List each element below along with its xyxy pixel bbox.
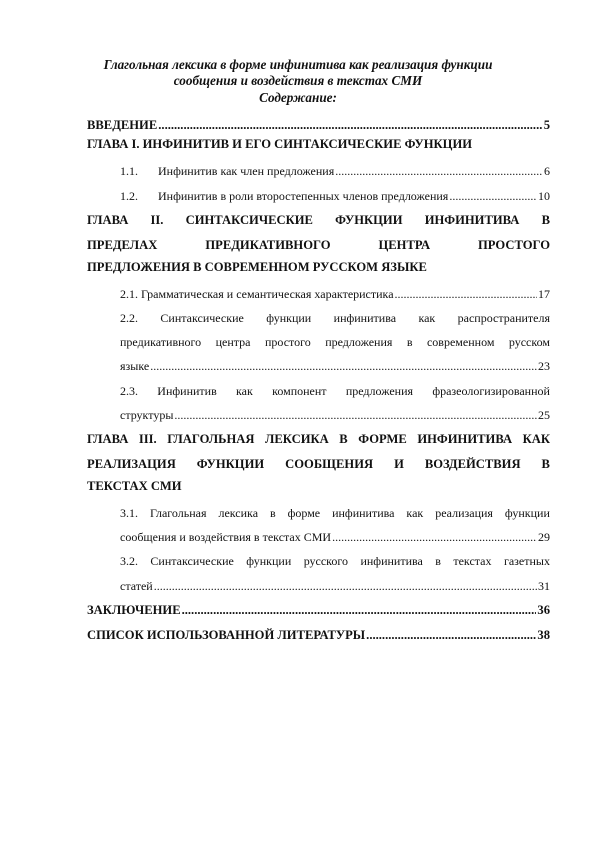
word: 3.1. xyxy=(120,506,138,520)
word: функции xyxy=(246,554,292,568)
word: форме xyxy=(287,506,321,520)
word: ПРЕДИКАТИВНОГО xyxy=(205,238,331,252)
toc-label: ЗАКЛЮЧЕНИЕ xyxy=(87,603,181,617)
toc-label: СПИСОК ИСПОЛЬЗОВАННОЙ ЛИТЕРАТУРЫ xyxy=(87,628,366,642)
word: фразеологизированной xyxy=(432,384,550,398)
contents-heading: Содержание: xyxy=(259,90,337,105)
word: функции xyxy=(266,311,312,325)
word: газетных xyxy=(503,554,550,568)
word: компонент xyxy=(272,384,327,398)
word: В xyxy=(541,457,550,471)
word: как xyxy=(236,384,253,398)
word: 3.2. xyxy=(120,554,138,568)
word: как xyxy=(418,311,436,325)
document-title xyxy=(80,57,516,89)
word: СИНТАКСИЧЕСКИЕ xyxy=(185,213,313,227)
toc-label: 2.1. Грамматическая и семантическая характеристика xyxy=(120,287,394,301)
toc-label: Инфинитив как член предложения xyxy=(158,164,335,178)
word: предложения xyxy=(345,384,414,398)
word: инфинитива xyxy=(332,506,395,520)
toc-page: 38 xyxy=(537,628,550,642)
word: ФУНКЦИИ xyxy=(335,213,403,227)
word: РЕАЛИЗАЦИЯ xyxy=(87,457,176,471)
word: ГЛАВА xyxy=(87,432,129,446)
toc-chapter-3-line-3: ТЕКСТАХ СМИ xyxy=(87,479,182,493)
word: В xyxy=(541,213,550,227)
leader-dots xyxy=(366,626,536,644)
section-number: 1.1. xyxy=(120,164,138,178)
word: ПРЕДЕЛАХ xyxy=(87,238,158,252)
word: предикативного xyxy=(120,335,202,349)
word: распространителя xyxy=(457,311,550,325)
word: III. xyxy=(138,432,157,446)
toc-entry-references xyxy=(87,624,550,644)
word: как xyxy=(406,506,424,520)
toc-page: 31 xyxy=(538,579,550,593)
toc-entry-3-1-line-1 xyxy=(120,502,550,522)
leader-dots xyxy=(332,528,537,546)
toc-entry-2-3-line-2 xyxy=(120,404,550,424)
leader-dots xyxy=(335,162,543,180)
word: предложения xyxy=(325,335,393,349)
toc-page: 23 xyxy=(538,359,550,373)
word: Синтаксические xyxy=(150,554,234,568)
word: в xyxy=(406,335,413,349)
toc-page: 25 xyxy=(538,408,550,422)
toc-chapter-2-line-2 xyxy=(87,234,550,254)
word: ИНФИНИТИВА xyxy=(417,432,513,446)
word: центра xyxy=(215,335,251,349)
word: современном xyxy=(426,335,495,349)
toc-chapter-3-line-1 xyxy=(87,428,550,448)
title-line-1: Глагольная лексика в форме инфинитива как реализация функции xyxy=(103,57,493,72)
word: ЦЕНТРА xyxy=(378,238,431,252)
toc-page: 17 xyxy=(538,287,550,301)
toc-entry-2-2-line-2 xyxy=(120,331,550,351)
leader-dots xyxy=(174,406,537,424)
toc-page: 29 xyxy=(538,530,550,544)
toc-entry-2-2-line-1 xyxy=(120,307,550,327)
toc-chapter-2-line-1 xyxy=(87,209,550,229)
toc-chapter-3-line-2 xyxy=(87,453,550,473)
word: В xyxy=(339,432,348,446)
toc-entry-1-1 xyxy=(120,160,550,180)
toc-label: статей xyxy=(120,579,153,593)
word: инфинитива xyxy=(333,311,397,325)
toc-entry-3-2-line-2 xyxy=(120,575,550,595)
toc-label: структуры xyxy=(120,408,174,422)
toc-entry-2-3-line-1 xyxy=(120,380,550,400)
word: Инфинитив xyxy=(157,384,217,398)
word: II. xyxy=(150,213,164,227)
toc-page: 5 xyxy=(543,118,550,132)
leader-dots xyxy=(150,357,537,375)
word: русском xyxy=(508,335,550,349)
word: ЛЕКСИКА xyxy=(265,432,329,446)
word: 2.3. xyxy=(120,384,138,398)
toc-chapter-2-line-3: ПРЕДЛОЖЕНИЯ В СОВРЕМЕННОМ РУССКОМ ЯЗЫКЕ xyxy=(87,260,427,274)
leader-dots xyxy=(154,577,537,595)
toc-entry-2-2-line-3 xyxy=(120,355,550,375)
toc-entry-3-2-line-1 xyxy=(120,550,550,570)
word: ФУНКЦИИ xyxy=(196,457,265,471)
toc-page: 36 xyxy=(537,603,550,617)
section-number: 1.2. xyxy=(120,189,138,203)
toc-entry-conclusion xyxy=(87,599,550,619)
toc-chapter-1: ГЛАВА I. ИНФИНИТИВ И ЕГО СИНТАКСИЧЕСКИЕ ФУНКЦИИ xyxy=(87,137,473,151)
word: ГЛАГОЛЬНАЯ xyxy=(167,432,255,446)
word: функции xyxy=(504,506,550,520)
toc-entry-2-1 xyxy=(120,283,550,303)
toc-page: 10 xyxy=(538,189,550,203)
word: Глагольная xyxy=(149,506,207,520)
leader-dots xyxy=(182,601,537,619)
toc-label: языке xyxy=(120,359,150,373)
word: простого xyxy=(264,335,311,349)
word: СООБЩЕНИЯ xyxy=(285,457,374,471)
toc-label: ВВЕДЕНИЕ xyxy=(87,118,158,132)
word: ПРОСТОГО xyxy=(478,238,550,252)
word: в xyxy=(435,554,441,568)
leader-dots xyxy=(158,116,542,134)
word: лексика xyxy=(218,506,259,520)
toc-label: Инфинитив в роли второстепенных членов предложения xyxy=(158,189,449,203)
word: в xyxy=(269,506,276,520)
word: И xyxy=(394,457,404,471)
toc-page: 6 xyxy=(544,164,550,178)
leader-dots xyxy=(395,285,537,303)
word: инфинитива xyxy=(360,554,423,568)
title-line-2: сообщения и воздействия в текстах СМИ xyxy=(173,73,423,88)
leader-dots xyxy=(449,187,537,205)
toc-entry-3-1-line-2 xyxy=(120,526,550,546)
word: 2.2. xyxy=(120,311,138,325)
word: ГЛАВА xyxy=(87,213,129,227)
word: ВОЗДЕЙСТВИЯ xyxy=(424,457,521,471)
toc-entry-1-2 xyxy=(120,185,550,205)
toc-entry-intro xyxy=(87,114,550,134)
word: ИНФИНИТИВА xyxy=(424,213,520,227)
word: ФОРМЕ xyxy=(358,432,407,446)
word: текстах xyxy=(453,554,492,568)
word: Синтаксические xyxy=(160,311,244,325)
word: русского xyxy=(303,554,349,568)
toc-label: сообщения и воздействия в текстах СМИ xyxy=(120,530,332,544)
word: реализация xyxy=(435,506,493,520)
word: КАК xyxy=(522,432,550,446)
